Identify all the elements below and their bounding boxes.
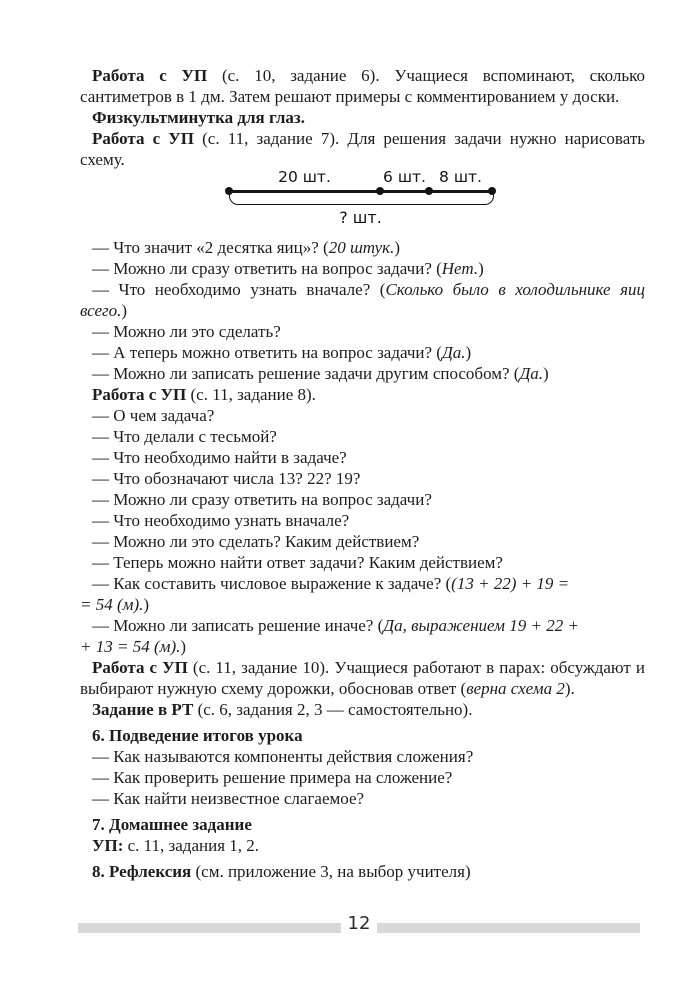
bold-run: 6. Подведение итогов урока <box>92 726 303 745</box>
text-run: — Что необходимо узнать вначале? ( <box>92 280 386 299</box>
italic-run: Нет. <box>441 259 479 278</box>
text-run: ). <box>564 679 575 698</box>
text-run: с. 11, задания 1, 2. <box>123 836 260 855</box>
bold-run: УП: <box>92 836 124 855</box>
italic-run: Да. <box>441 343 466 362</box>
segment-label-6: 6 шт. <box>383 168 426 186</box>
text-run: (с. 11, задание 8). <box>186 385 316 404</box>
paragraph <box>80 531 645 552</box>
text-run: — Теперь можно найти ответ задачи? Каким действием? <box>92 553 503 572</box>
paragraph <box>80 65 645 107</box>
text-run: — Как называются компоненты действия сложения? <box>92 747 474 766</box>
section-heading <box>80 814 645 835</box>
italic-run: Да, выражением 19 + 22 + <box>383 616 579 635</box>
section-heading <box>80 725 645 746</box>
paragraph <box>80 746 645 767</box>
text-run: ) <box>394 238 401 257</box>
paragraph <box>80 342 645 363</box>
text-run: (с. 11, задание 10). Учащиеся работают в парах: обсуждают и выбирают нужную схему дорожки, обосновав ответ ( <box>80 658 645 698</box>
section-heading <box>80 861 645 882</box>
bold-run: Работа с УП <box>92 66 208 85</box>
text-run: (с. 6, задания 2, 3 — самостоятельно). <box>193 700 473 719</box>
paragraph <box>80 489 645 510</box>
italic-run: = 54 (м). <box>80 595 144 614</box>
paragraph <box>80 552 645 573</box>
paragraph <box>80 468 645 489</box>
text-run: — Как составить числовое выражение к задаче? ( <box>92 574 452 593</box>
bold-run: 8. Рефлексия <box>92 862 192 881</box>
text-run: — Можно ли это сделать? Каким действием? <box>92 532 420 551</box>
text-run: — Можно ли это сделать? <box>92 322 281 341</box>
bold-run: Физкультминутка для глаз. <box>92 108 305 127</box>
footer-rule-right <box>377 923 640 933</box>
bold-run: Задание в РТ <box>92 700 194 719</box>
text-run: — Можно ли записать решение иначе? ( <box>92 616 384 635</box>
intro-paragraphs <box>80 65 645 170</box>
total-label: ? шт. <box>339 208 382 227</box>
paragraph <box>80 788 645 809</box>
italic-run: + 13 = 54 (м). <box>80 637 181 656</box>
paragraph <box>80 321 645 342</box>
text-run: — Что необходимо узнать вначале? <box>92 511 350 530</box>
italic-run: Да. <box>519 364 544 383</box>
total-brace <box>229 192 494 205</box>
text-run: ) <box>543 364 549 383</box>
text-run: — Что делали с тесьмой? <box>92 427 277 446</box>
text-run: — Что необходимо найти в задаче? <box>92 448 347 467</box>
bold-run: Работа с УП <box>92 658 188 677</box>
paragraph <box>80 767 645 788</box>
text-run: ) <box>121 301 128 320</box>
footer-rule-left <box>78 923 341 933</box>
paragraph <box>80 573 645 615</box>
text-run: ) <box>478 259 484 278</box>
bold-run: Работа с УП <box>92 385 187 404</box>
quantity-scheme-diagram <box>80 170 645 237</box>
text-run: — Что значит «2 десятка яиц»? ( <box>92 238 329 257</box>
paragraph <box>80 384 645 405</box>
text-run: — Как найти неизвестное слагаемое? <box>92 789 365 808</box>
text-run: — Можно ли записать решение задачи другим способом? ( <box>92 364 520 383</box>
page-number: 12 <box>347 913 371 934</box>
paragraph <box>80 363 645 384</box>
segment-label-20: 20 шт. <box>278 168 331 186</box>
paragraph <box>80 279 645 321</box>
paragraph <box>80 426 645 447</box>
document-content <box>80 65 645 882</box>
text-run: — А теперь можно ответить на вопрос задачи? ( <box>92 343 442 362</box>
text-run: (с. 11, задание 7). Для решения задачи нужно нарисовать схему. <box>80 129 645 169</box>
paragraph <box>80 128 645 170</box>
italic-run: 20 штук. <box>328 238 395 257</box>
paragraph <box>80 107 645 128</box>
bold-run: Работа с УП <box>92 129 195 148</box>
text-run: ) <box>465 343 472 362</box>
text-run: (см. приложение 3, на выбор учителя) <box>191 862 471 881</box>
text-run: — О чем задача? <box>92 406 215 425</box>
paragraph <box>80 699 645 720</box>
text-run: — Что обозначают числа 13? 22? 19? <box>92 469 361 488</box>
text-run: — Можно ли сразу ответить на вопрос задачи? <box>92 490 432 509</box>
text-run: — Как проверить решение примера на сложение? <box>92 768 453 787</box>
bold-run: 7. Домашнее задание <box>92 815 252 834</box>
body-paragraphs <box>80 237 645 882</box>
paragraph <box>80 447 645 468</box>
italic-run: Сколько было в холодильнике яиц всего. <box>80 280 645 320</box>
paragraph <box>80 237 645 258</box>
paragraph <box>80 258 645 279</box>
italic-run: верна схема 2 <box>466 679 565 698</box>
paragraph <box>80 835 645 856</box>
text-run: (с. 10, задание 6). Учащиеся вспоминают, сколько сантиметров в 1 дм. Затем решают примеры с комментированием у доски. <box>80 66 645 106</box>
text-run: — Можно ли сразу ответить на вопрос задачи? ( <box>92 259 442 278</box>
italic-run: (13 + 22) + 19 = <box>451 574 570 593</box>
paragraph <box>80 405 645 426</box>
paragraph <box>80 510 645 531</box>
paragraph <box>80 615 645 657</box>
text-run: ) <box>143 595 150 614</box>
text-run: ) <box>180 637 187 656</box>
paragraph <box>80 657 645 699</box>
segment-label-8: 8 шт. <box>439 168 482 186</box>
